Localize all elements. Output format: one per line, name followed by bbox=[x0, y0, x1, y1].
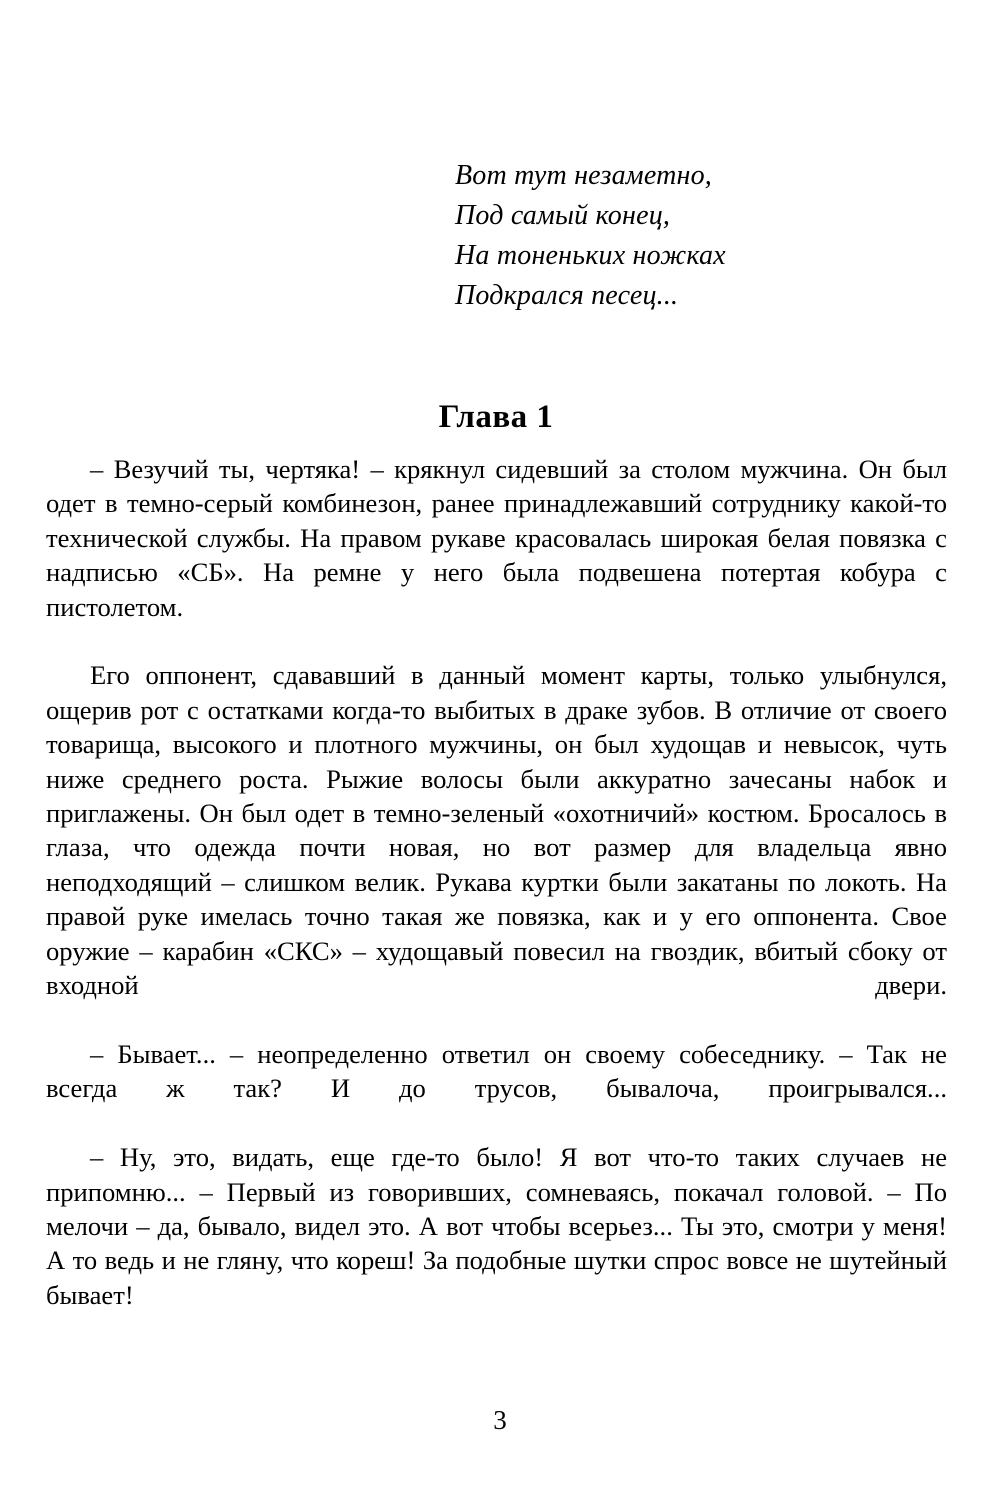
page-number: 3 bbox=[493, 1405, 507, 1435]
epigraph-line-4: Подкрался песец... bbox=[455, 280, 679, 311]
epigraph-line-1: Вот тут незаметно, bbox=[455, 160, 713, 191]
paragraph: – Ну, это, видать, еще где-то было! Я вот что-то таких случаев не припомню... – Первый из говоривших, сомневаясь, покачал головой. – По мелочи – да, бывало, видел это. А вот чтобы всерьез... Ты это, смотри у меня! А то ведь и не гляну, что кореш! За подобные шутки спрос вовсе не шутейный бывает! bbox=[46, 1142, 947, 1310]
body-text bbox=[46, 452, 947, 1312]
paragraph: – Бывает... – неопределенно ответил он своему собеседнику. – Так не всегда ж так? И до трусов, бывалоча, проигрывался... bbox=[46, 1038, 947, 1104]
chapter-heading: Глава 1 bbox=[438, 399, 554, 436]
paragraph: Его оппонент, сдававший в данный момент карты, только улыбнулся, ощерив рот с остатками когда-то выбитых в драке зубов. В отличие от своего товарища, высокого и плотного мужчины, он был худощав и невысок, чуть ниже среднего роста. Рыжие волосы были аккуратно зачесаны набок и приглажены. Он был одет в темно-зеленый «охотничий» костюм. Бросалось в глаза, что одежда почти новая, но вот размер для владельца явно неподходящий – слишком велик. Рукава куртки были закатаны по локоть. На правой руке имелась точно такая же повязка, как и у его оппонента. Свое оружие – карабин «СКС» – худощавый повесил на гвоздик, вбитый сбоку от входной двери. bbox=[46, 660, 947, 1001]
epigraph-line-2: Под самый конец, bbox=[455, 200, 671, 231]
paragraph: – Везучий ты, чертяка! – крякнул сидевший за столом мужчина. Он был одет в темно-серый комбинезон, ранее принадлежавший сотруднику какой-то технической службы. На правом рукаве красовалась широкая белая повязка с надписью «СБ». На ремне у него была подвешена потертая кобура с пистолетом. bbox=[46, 454, 947, 622]
epigraph bbox=[455, 156, 925, 316]
epigraph-line-3: На тоненьких ножках bbox=[455, 240, 726, 271]
